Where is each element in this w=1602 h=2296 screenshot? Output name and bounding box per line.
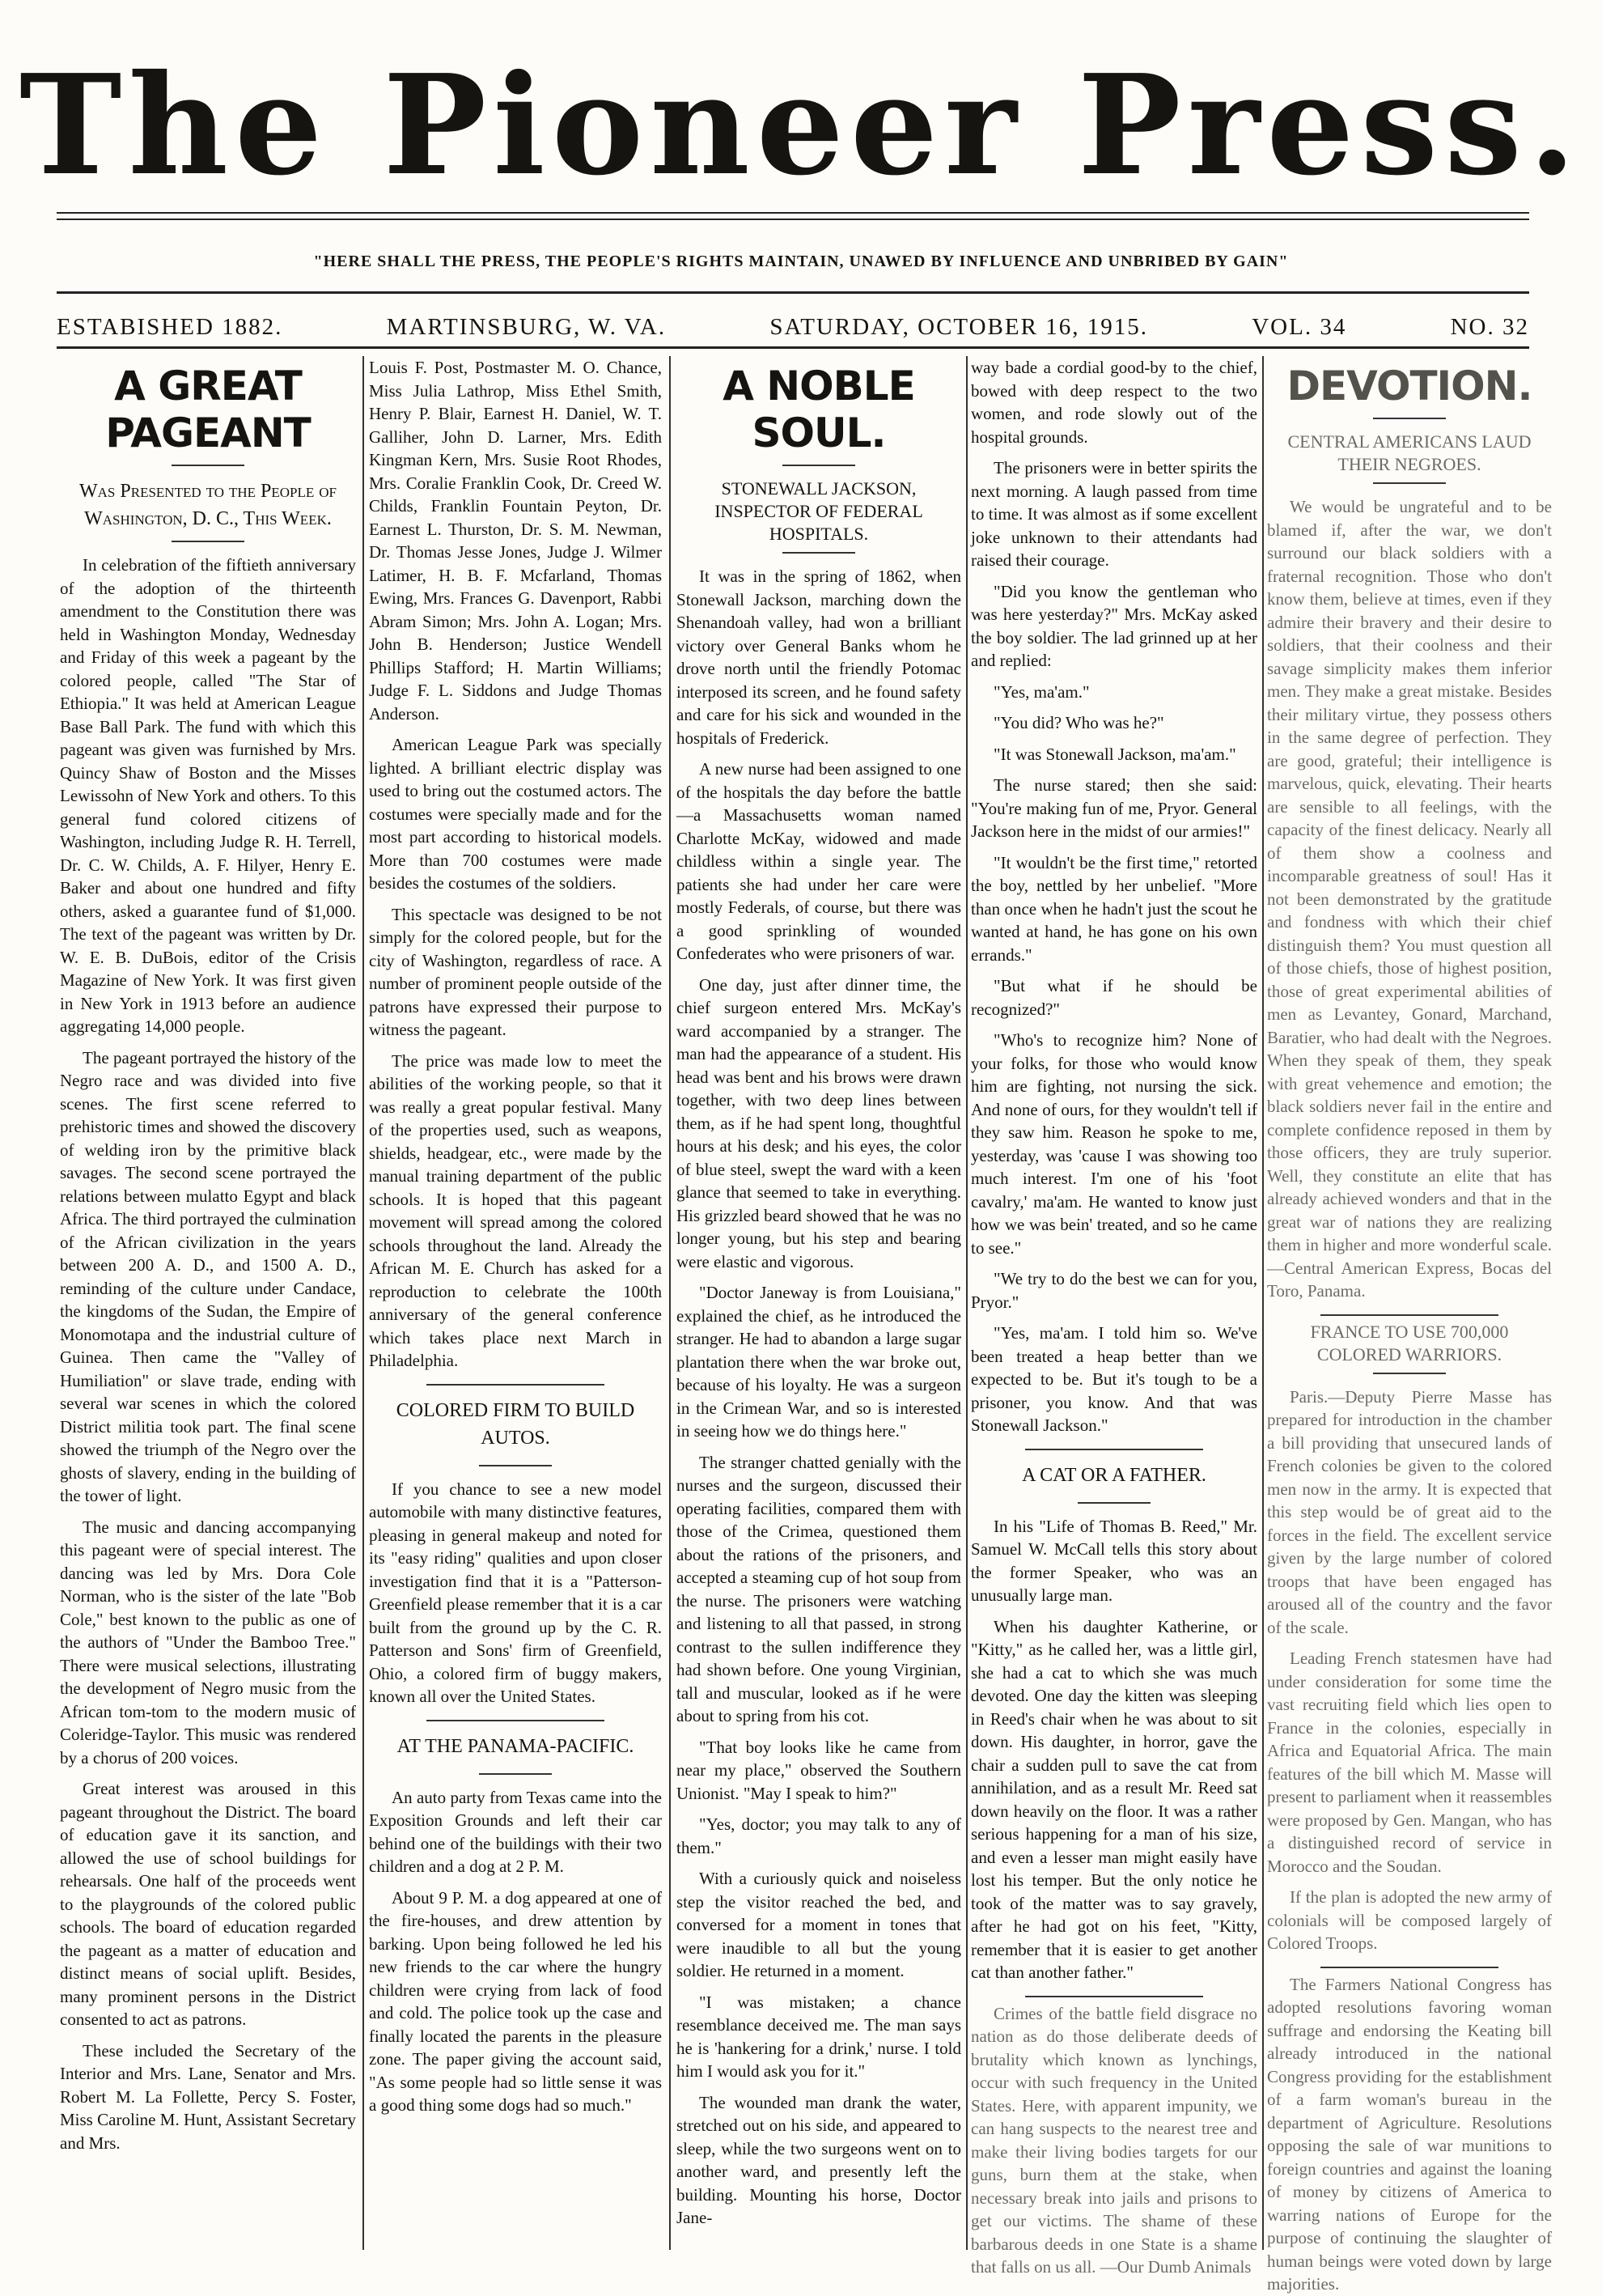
article-paragraph: American League Park was specially lighted. A brilliant electric display was used to bring out the costumed actors. The costumes were specially made and for the most part according to historical models. More than 700 costumes were made besides the costumes of the soldiers.: [369, 735, 662, 893]
article-paragraph: The nurse stared; then she said: "You're making fun of me, Pryor. General Jackson here in the midst of our armies!": [971, 775, 1257, 841]
article-paragraph: The price was made low to meet the abilities of the working people, so that it was really a great popular festival. Many of the properties used, such as weapons, shields, headgear, etc., were made by the manual training department of the public schools. It is hoped that this pageant movement will spread among the colored schools throughout the land. Already the African M. E. Church has asked for a reproduction to celebrate the 100th anniversary of the general conference which takes place next March in Philadelphia.: [369, 1050, 662, 1370]
article-paragraph: "Did you know the gentleman who was here yesterday?" Mrs. McKay asked the boy soldier. The lad grinned up at her and replied:: [971, 581, 1257, 670]
article-paragraph: This spectacle was designed to be not simply for the colored people, but for the city of Washington, regardless of race. A number of prominent people outside of the patrons have expressed their purpose to witness the pageant.: [369, 904, 662, 1039]
article-paragraph: The wounded man drank the water, stretched out on his side, and appeared to sleep, while the two surgeons went on to another ward, and presently left the building. Mounting his horse, Doctor Jane-: [676, 2092, 961, 2227]
divider: [1320, 1967, 1498, 1968]
divider: [479, 1465, 552, 1466]
article-paragraph: "It wouldn't be the first time," retorted the boy, nettled by her unbelief. "More than once when he hadn't just the scout he wanted at hand, he has gone on his own errands.": [971, 852, 1257, 965]
article-paragraph: We would be ungrateful and to be blamed if, after the war, we don't surround our black soldiers with a fraternal recognition. Those who don't know them, believe at times, even if they admire their bravery and their desire to soldiers, that their coolness and their savage simplicity makes them inferior men. They make a great mistake. Besides their military virtue, they possess others in the same degree of perfection. They are good, grateful; their intelligence is marvelous, quick, elevating. Their hearts are sensible to all feelings, with the capacity of the finest delicacy. Nearly all of them show a coolness and incomparable greatness of soul! Has it not been demonstrated by the gratitude and fondness with which their chief distinguish them? You must question all of those chiefs, those of highest position, those of great experimental abilities of men as Levantey, Gonard, Marchand, Baratier, who had dealt with the Negroes. When they speak of them, they speak with great vehemence and emotion; the black soldiers never fail in the entire and complete confidence reposed in them by those officers, they are truly superior. Well, they constitute an elite that has already achieved wonders and that in the great war of nations they are realizing them in higher and more wonderful scale. —Central American Express, Bocas del Toro, Panama.: [1267, 497, 1552, 1301]
article-paragraph: "That boy looks like he came from near my place," observed the Southern Unionist. "May I speak to him?": [676, 1737, 961, 1803]
divider: [782, 465, 855, 466]
column-4: [971, 356, 1257, 2277]
column-rule: [362, 356, 364, 2250]
article-paragraph: One day, just after dinner time, the chief surgeon entered Mrs. McKay's ward accompanied by a stranger. The man had the appearance of a student. His head was bent and his brows were drawn together, with two deep lines between them, as if he had spent long, thoughtful hours at his desk; and his eyes, the color of blue steel, swept the ward with a keen glance that seemed to take in everything. His grizzled beard showed that he was no longer young, but his step and bearing were elastic and vigorous.: [676, 974, 961, 1271]
article-paragraph: The prisoners were in better spirits the next morning. A laugh passed from time to time. It was almost as if some excellent joke unknown to their attendants had raised their courage.: [971, 458, 1257, 570]
newspaper-title: The Pioneer Press.: [19, 45, 1583, 206]
article-paragraph: "You did? Who was he?": [994, 713, 1164, 732]
volume: VOL. 34: [1252, 314, 1347, 340]
article-paragraph: "Who's to recognize him? None of your folks, for those who would know him are fighting, not nursing the sick. And none of ours, for they wouldn't tell if they saw him. Reason he spoke to me, yesterday, was 'cause I was showing too much interest. I'm one of his 'foot cavalry,' ma'am. He wanted to know just how we was bein' treated, and so he came to see.": [971, 1030, 1257, 1258]
article-paragraph: way bade a cordial good-by to the chief, bowed with deep respect to the two women, and rode slowly out of the hospital grounds.: [971, 358, 1257, 447]
subhead-pageant: Was Presented to the People of Washington, D. C., This Week.: [79, 481, 337, 529]
masthead-rule-bottom: [57, 219, 1529, 220]
headline-panama-pacific: AT THE PANAMA-PACIFIC.: [396, 1735, 634, 1757]
article-paragraph: "But what if he should be recognized?": [971, 976, 1257, 1019]
subhead-stonewall: STONEWALL JACKSON, INSPECTOR OF FEDERAL HOSPITALS.: [714, 478, 923, 544]
article-paragraph: The music and dancing accompanying this pageant were of special interest. The dancing was led by Mrs. Dora Cole Norman, who is the sister of the late "Bob Cole," best known to the public as one of the authors of "Under the Bamboo Tree." There were musical selections, illustrating the development of Negro music from the African tom-tom to the modern music of Coleridge-Taylor. This music was rendered by a chorus of 200 voices.: [60, 1517, 356, 1768]
divider: [1025, 1996, 1203, 1997]
article-paragraph: When his daughter Katherine, or "Kitty," as he called her, was a little girl, she had a cat to which she was much devoted. One day the kitten was sleeping in Reed's chair when he was about to sit down. His daughter, in horror, gave the chair a sudden pull to save the cat from annihilation, and as a result Mr. Reed sat down heavily on the floor. It was a rather serious happening for a man of his size, and even a lesser man might easily have lost his temper. But the only notice he took of the matter was to say gravely, after he had got on his feet, "Kitty, remember that it is easier to get another cat than another father.": [971, 1616, 1257, 1982]
article-paragraph: If the plan is adopted the new army of colonials will be composed largely of Colored Troops.: [1267, 1887, 1552, 1953]
column-rule: [1262, 356, 1264, 2250]
divider: [1078, 1502, 1151, 1504]
column-rule: [669, 356, 671, 2250]
column-5: [1267, 356, 1552, 2294]
subhead-central-americans: CENTRAL AMERICANS LAUD THEIR NEGROES.: [1287, 431, 1532, 474]
divider: [172, 465, 244, 466]
divider: [1373, 482, 1446, 484]
masthead-rule-top: [57, 212, 1529, 214]
article-paragraph: "Doctor Janeway is from Louisiana," explained the chief, as he introduced the stranger. He had to abandon a large sugar plantation there when the war broke out, because of his loyalty. He was a surgeon in the Crimean War, and so is interested in seeing how we do things here.": [676, 1283, 961, 1441]
dateline: [57, 314, 1529, 341]
divider: [1373, 1373, 1446, 1374]
article-paragraph: Louis F. Post, Postmaster M. O. Chance, Miss Julia Lathrop, Miss Ethel Smith, Henry P. Blair, Earnest H. Daniel, W. T. Galliher, John D. Larner, Mrs. Edith Kingman Kern, Mrs. Susie Root Rhodes, Mrs. Coralie Franklin Cook, Dr. Creed W. Childs, Franklin Fountain Peyton, Dr. Earnest L. Thurston, Dr. S. M. Newman, Dr. Thomas Jesse Jones, Judge J. Wilmer Latimer, H. B. F. Mcfarland, Thomas Ewing, Mrs. Frances G. Davenport, Rabbi Abram Simon; Mrs. John A. Logan; Mrs. John B. Henderson; Justice Wendell Phillips Stafford; H. Martin Williams; Judge F. L. Siddons and Judge Thomas Anderson.: [369, 358, 662, 724]
established: ESTABISHED 1882.: [57, 314, 283, 340]
article-paragraph: The stranger chatted genially with the nurses and the surgeon, discussed their operating facilities, compared them with those of the Crimea, questioned them about the rations of the prisoners, and accepted a steaming cup of hot soup from the nurse. The prisoners were watching and listening to all that passed, in strong contrast to the sullen indifference they had shown before. One young Virginian, tall and muscular, looked as if he were about to spring from his cot.: [676, 1452, 961, 1725]
article-paragraph: It was in the spring of 1862, when Stonewall Jackson, marching down the Shenandoah valley, had won a brilliant victory over General Banks whom he drove north until the friendly Potomac interposed its screen, and he found safety and care for his sick and wounded in the hospitals of Frederick.: [676, 567, 961, 748]
article-paragraph: A new nurse had been assigned to one of the hospitals the day before the battle—a Massachusetts woman named Charlotte McKay, widowed and made childless within a single year. The patients she had under her care were mostly Federals, of course, but there was a good sprinkling of wounded Confederates who were prisoners of war.: [676, 759, 961, 963]
headline-cat-or-father: A CAT OR A FATHER.: [1022, 1464, 1206, 1486]
article-paragraph: "Yes, ma'am.": [994, 681, 1090, 702]
dateline-rule-bottom: [57, 346, 1529, 349]
article-paragraph: The pageant portrayed the history of the Negro race and was divided into five scenes. The first scene referred to prehistoric times and showed the discovery of welding iron by the primitive black savages. The second scene portrayed the relations between mulatto Egypt and black Africa. The third portrayed the culmination of the African civilization in the years between 200 A. D., and 1500 A. D., reminding of the culture under Candace, the kingdoms of the Sudan, the Empire of Monomotapa and the industrial culture of Guinea. Then came the "Valley of Humiliation" or slave trade, ending with several war scenes in which the colored District militia took part. The final scene showed the triumph of the Negro over the ghosts of slavery, ending in the building of the tower of light.: [60, 1047, 356, 1505]
article-paragraph: Paris.—Deputy Pierre Masse has prepared for introduction in the chamber a bill providing that unsecured lands of French colonies be given to the colored men now in the army. It is expected that this step would be of great aid to the forces in the field. The excellent service given by the large number of colored troops that have been engaged has aroused all of the country and the favor of the scale.: [1267, 1386, 1552, 1637]
issue-date: SATURDAY, OCTOBER 16, 1915.: [769, 314, 1148, 340]
article-paragraph: "Yes, doctor; you may talk to any of them.": [676, 1814, 961, 1857]
article-paragraph: In his "Life of Thomas B. Reed," Mr. Samuel W. McCall tells this story about the former Speaker, who was an unusually large man.: [971, 1516, 1257, 1605]
article-paragraph: These included the Secretary of the Interior and Mrs. Lane, Senator and Mrs. Robert M. La Follette, Percy S. Foster, Miss Caroline M. Hunt, Assistant Secretary and Mrs.: [60, 2040, 356, 2153]
article-paragraph: Crimes of the battle field disgrace no nation as do those deliberate deeds of brutality which known as lynchings, occur with such frequency in the United States. Here, with apparent impunity, we can hang suspects to the nearest tree and make their living bodies targets for our guns, burn them at the stake, when necessary break into jails and prisons to get our victims. The shame of these barbarous deeds in one State is a shame that falls on us all. —Our Dumb Animals: [971, 2003, 1257, 2277]
divider: [1373, 418, 1446, 419]
issue-number: NO. 32: [1450, 314, 1529, 340]
headline-colored-firm: COLORED FIRM TO BUILD AUTOS.: [396, 1399, 635, 1449]
divider: [1025, 1449, 1203, 1450]
divider: [426, 1720, 604, 1721]
article-paragraph: If you chance to see a new model automobile with many distinctive features, pleasing in general makeup and noted for its "easy riding" qualities and upon closer investigation find that it is a "Patterson-Greenfield please remember that it is a car built from the ground up by the C. R. Patterson and Sons' firm of Greenfield, Ohio, a colored firm of buggy makers, known all over the United States.: [369, 1479, 662, 1706]
column-2: [369, 356, 662, 2250]
article-paragraph: "It was Stonewall Jackson, ma'am.": [994, 744, 1236, 764]
column-1: [60, 356, 356, 2250]
headline-noble-soul: A NOBLE SOUL.: [723, 363, 915, 456]
place: MARTINSBURG, W. VA.: [386, 314, 667, 340]
article-paragraph: "Yes, ma'am. I told him so. We've been treated a heap better than we expected to be. But it's tough to be a prisoner, you know. And that was Stonewall Jackson.": [971, 1323, 1257, 1435]
article-paragraph: The Farmers National Congress has adopted resolutions favoring woman suffrage and endorsing the Keating bill already introduced in the national Congress providing for the establishment of a farm woman's bureau in the department of Agriculture. Resolutions opposing the sale of war munitions to foreign countries and against the loaning of money by citizens of America to warring nations of Europe for the purpose of continuing the slaughter of human beings were voted down by large majorities.: [1267, 1974, 1552, 2294]
article-paragraph: Leading French statesmen have had under consideration for some time the vast recruiting field which lies open to France in the colonies, especially in Africa and Equatorial Africa. The main features of the bill which M. Masse will present to parliament when it reassembles were proposed by Gen. Mangan, who has a distinguished record of service in Morocco and the Soudan.: [1267, 1649, 1552, 1876]
masthead: [0, 45, 1602, 206]
article-paragraph: "We try to do the best we can for you, Pryor.": [971, 1269, 1257, 1312]
headline-devotion: DEVOTION.: [1286, 363, 1532, 410]
column-3: [676, 356, 961, 2250]
article-paragraph: "I was mistaken; a chance resemblance deceived me. The man says he is 'hankering for a drink,' nurse. I told him I would ask you for it.": [676, 1992, 961, 2081]
divider: [172, 541, 244, 542]
divider: [426, 1384, 604, 1386]
headline-great-pageant: A GREAT PAGEANT: [105, 363, 311, 456]
article-paragraph: Great interest was aroused in this pageant throughout the District. The board of education gave it its sanction, and allowed the use of school buildings for rehearsals. One half of the proceeds went to the playgrounds of the colored public schools. The board of education regarded the pageant as a matter of education and distinct means of social uplift. Besides, many prominent persons in the District consented to act as patrons.: [60, 1779, 356, 2029]
column-rule: [966, 356, 968, 2250]
article-paragraph: An auto party from Texas came into the Exposition Grounds and left their car behind one of the buildings with their two children and a dog at 2 P. M.: [369, 1787, 662, 1876]
article-paragraph: With a curiously quick and noiseless step the visitor reached the bed, and conversed for a moment in tones that were inaudible to all but the young soldier. He returned in a moment.: [676, 1869, 961, 1980]
divider: [782, 552, 855, 554]
headline-france-colored-warriors: FRANCE TO USE 700,000 COLORED WARRIORS.: [1310, 1321, 1509, 1364]
article-paragraph: In celebration of the fiftieth anniversary of the adoption of the thirteenth amendment to the Constitution there was held in Washington Monday, Wednesday and Friday of this week a pageant by the colored people, called "The Star of Ethiopia." It was held at American League Base Ball Park. The fund with which this pageant was given was furnished by Mrs. Quincy Shaw of Boston and the Misses Lewissohn of New York and others. To this general fund colored citizens of Washington, including Judge R. H. Terrell, Dr. C. W. Childs, A. F. Hilyer, Henry E. Baker and about one hundred and fifty others, asked a guarantee fund of $1,000. The text of the pageant was written by Dr. W. E. B. DuBois, editor of the Crisis Magazine of New York. It was first given in New York in 1913 before an audience aggregating 14,000 people.: [60, 555, 356, 1036]
divider: [479, 1773, 552, 1775]
motto: "HERE SHALL THE PRESS, THE PEOPLE'S RIGHTS MAINTAIN, UNAWED BY INFLUENCE AND UNBRIBED BY GAIN": [313, 253, 1289, 270]
article-paragraph: About 9 P. M. a dog appeared at one of the fire-houses, and drew attention by barking. Upon being followed he led his new friends to the car where the hungry children were crying from lack of food and cold. The police took up the case and finally located the parents in the pleasure zone. The paper giving the account said, "As some people had so little sense it was a good thing some dogs had so much.": [369, 1887, 662, 2115]
dateline-rule-top: [57, 291, 1529, 294]
divider: [1320, 1314, 1498, 1316]
